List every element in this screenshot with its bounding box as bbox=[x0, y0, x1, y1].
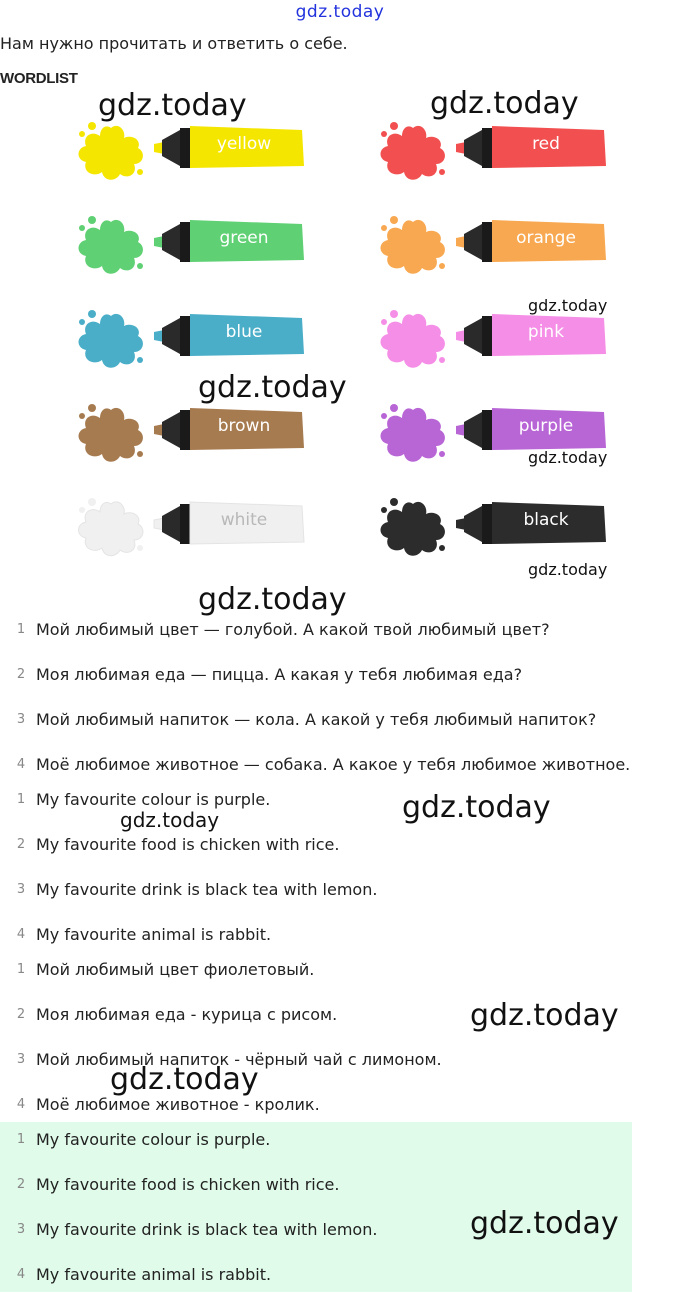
list-item bbox=[0, 1122, 640, 1167]
color-item-black bbox=[376, 490, 616, 560]
item-number: 2 bbox=[16, 1177, 26, 1192]
paint-splash-icon bbox=[74, 496, 148, 558]
list-item bbox=[0, 827, 640, 872]
list-item bbox=[0, 702, 640, 747]
watermark: gdz.today bbox=[430, 86, 579, 121]
color-label: purple bbox=[518, 416, 574, 436]
item-text: Моё любимое животное — собака. А какое у тебя любимое животное. bbox=[36, 755, 631, 774]
watermark: gdz.today bbox=[528, 560, 608, 579]
color-item-yellow bbox=[74, 114, 314, 184]
color-label: pink bbox=[527, 322, 565, 342]
item-number: 2 bbox=[16, 667, 26, 682]
item-text: Моё любимое животное - кролик. bbox=[36, 1095, 320, 1114]
item-number: 2 bbox=[16, 837, 26, 852]
paint-splash-icon bbox=[376, 402, 450, 464]
watermark: gdz.today bbox=[470, 1206, 619, 1241]
color-label: white bbox=[220, 510, 268, 530]
item-text: My favourite drink is black tea with lemon. bbox=[36, 880, 378, 899]
item-number: 3 bbox=[16, 1052, 26, 1067]
instruction-text: Нам нужно прочитать и ответить о себе. bbox=[0, 34, 348, 53]
item-text: Мой любимый цвет фиолетовый. bbox=[36, 960, 315, 979]
watermark: gdz.today bbox=[528, 296, 608, 315]
color-label: black bbox=[523, 510, 569, 530]
item-text: My favourite animal is rabbit. bbox=[36, 1265, 272, 1284]
watermark: gdz.today bbox=[110, 1062, 259, 1097]
item-text: My favourite colour is purple. bbox=[36, 1130, 271, 1149]
item-text: My favourite animal is rabbit. bbox=[36, 925, 272, 944]
item-text: Мой любимый напиток - чёрный чай с лимоном. bbox=[36, 1050, 442, 1069]
paint-splash-icon bbox=[74, 308, 148, 370]
color-label: blue bbox=[225, 322, 263, 342]
list-item bbox=[0, 952, 640, 997]
item-number: 1 bbox=[16, 962, 26, 977]
color-label: red bbox=[532, 134, 560, 154]
item-text: My favourite drink is black tea with lemon. bbox=[36, 1220, 378, 1239]
item-text: My favourite food is chicken with rice. bbox=[36, 1175, 340, 1194]
paint-splash-icon bbox=[376, 120, 450, 182]
paint-splash-icon bbox=[376, 496, 450, 558]
item-number: 3 bbox=[16, 712, 26, 727]
list-item bbox=[0, 1042, 640, 1087]
color-label: brown bbox=[217, 416, 271, 436]
color-item-white bbox=[74, 490, 314, 560]
site-title[interactable]: gdz.today bbox=[295, 2, 385, 22]
list-item bbox=[0, 1257, 640, 1302]
item-number: 4 bbox=[16, 927, 26, 942]
watermark: gdz.today bbox=[198, 582, 347, 617]
paint-splash-icon bbox=[74, 402, 148, 464]
list-item bbox=[0, 612, 640, 657]
watermark: gdz.today bbox=[402, 790, 551, 825]
item-text: Мой любимый цвет — голубой. А какой твой любимый цвет? bbox=[36, 620, 550, 639]
wordlist-heading: WORDLIST bbox=[0, 70, 78, 87]
paint-splash-icon bbox=[74, 214, 148, 276]
item-text: Моя любимая еда - курица с рисом. bbox=[36, 1005, 338, 1024]
color-label: green bbox=[219, 228, 269, 248]
paint-splash-icon bbox=[74, 120, 148, 182]
watermark: gdz.today bbox=[120, 808, 220, 832]
paint-splash-icon bbox=[376, 308, 450, 370]
color-item-green bbox=[74, 208, 314, 278]
item-number: 3 bbox=[16, 882, 26, 897]
color-label: orange bbox=[516, 228, 576, 248]
item-number: 3 bbox=[16, 1222, 26, 1237]
item-number: 4 bbox=[16, 1097, 26, 1112]
color-item-orange bbox=[376, 208, 616, 278]
item-number: 1 bbox=[16, 792, 26, 807]
watermark: gdz.today bbox=[98, 88, 247, 123]
list-item bbox=[0, 657, 640, 702]
color-item-blue bbox=[74, 302, 314, 372]
item-number: 1 bbox=[16, 1132, 26, 1147]
item-number: 4 bbox=[16, 757, 26, 772]
item-text: Моя любимая еда — пицца. А какая у тебя любимая еда? bbox=[36, 665, 523, 684]
watermark: gdz.today bbox=[528, 448, 608, 467]
list-item bbox=[0, 872, 640, 917]
item-number: 2 bbox=[16, 1007, 26, 1022]
watermark: gdz.today bbox=[198, 370, 347, 405]
color-label: yellow bbox=[216, 134, 272, 154]
item-text: Мой любимый напиток — кола. А какой у тебя любимый напиток? bbox=[36, 710, 597, 729]
watermark: gdz.today bbox=[470, 998, 619, 1033]
item-number: 1 bbox=[16, 622, 26, 637]
item-text: My favourite colour is purple. bbox=[36, 790, 271, 809]
color-item-brown bbox=[74, 396, 314, 466]
item-text: My favourite food is chicken with rice. bbox=[36, 835, 340, 854]
paint-splash-icon bbox=[376, 214, 450, 276]
color-item-red bbox=[376, 114, 616, 184]
item-number: 4 bbox=[16, 1267, 26, 1282]
